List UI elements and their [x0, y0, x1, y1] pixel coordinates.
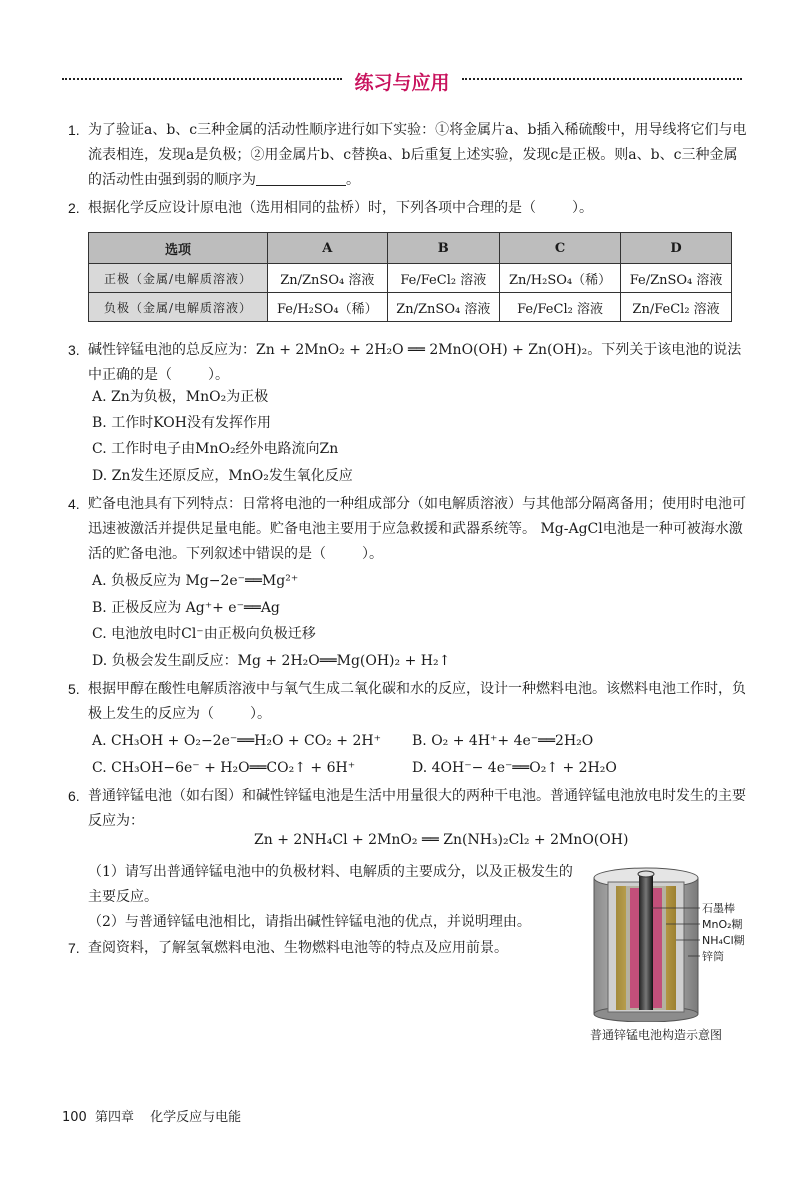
graphite-rod	[639, 874, 653, 1010]
question-number: 1.	[68, 122, 80, 138]
chapter-title: 化学反应与电能	[150, 1110, 242, 1125]
figure-caption: 普通锌锰电池构造示意图	[590, 1028, 723, 1042]
table-header-row	[89, 233, 732, 264]
question-6	[68, 784, 748, 834]
question-text: 为了验证a、b、c三种金属的活动性顺序进行如下实验：①将金属片a、b插入稀硫酸中，用导线将它们与电流表相连，发现a是负极；②用金属片b、c替换a、b后重复上述实验，发现c是正极。则a、b、c三种金属的活动性由强到弱的顺序为	[88, 122, 747, 188]
question-text: 普通锌锰电池（如右图）和碱性锌锰电池是生活中用量很大的两种干电池。普通锌锰电池放电时发生的主要反应为：	[88, 788, 746, 829]
table-cell: Fe/ZnSO₄ 溶液	[621, 264, 732, 293]
question-number: 3.	[68, 342, 80, 358]
question-number: 7.	[68, 940, 80, 956]
table-cell: Zn/H₂SO₄（稀）	[499, 264, 620, 293]
option-b[interactable]: B. 正极反应为 Ag⁺+ e⁻══Ag	[92, 600, 280, 616]
question-number: 4.	[68, 496, 80, 512]
table-cell: Zn/ZnSO₄ 溶液	[387, 293, 499, 322]
option-d[interactable]: D. Zn发生还原反应，MnO₂发生氧化反应	[92, 468, 353, 484]
option-d[interactable]: D. 负极会发生副反应：Mg + 2H₂O══Mg(OH)₂ + H₂↑	[92, 653, 451, 669]
right-dotted-rule	[462, 78, 742, 84]
sub-question-text: （2）与普通锌锰电池相比，请指出碱性锌锰电池的优点，并说明理由。	[88, 914, 531, 930]
question-7	[68, 936, 568, 961]
question-number: 2.	[68, 200, 80, 216]
table-row	[89, 264, 732, 293]
row-label: 负极（金属/电解质溶液）	[89, 293, 268, 322]
question-3	[68, 338, 748, 388]
question-1	[68, 118, 748, 193]
table-header: 选项	[89, 233, 268, 264]
question-4	[68, 492, 748, 567]
option-c[interactable]: C. 电池放电时Cl⁻由正极向负极迁移	[92, 626, 316, 642]
row-label: 正极（金属/电解质溶液）	[89, 264, 268, 293]
question-number: 6.	[68, 788, 80, 804]
option-a[interactable]: A. 负极反应为 Mg−2e⁻══Mg²⁺	[92, 573, 299, 589]
option-a[interactable]: A. CH₃OH + O₂−2e⁻══H₂O + CO₂ + 2H⁺	[92, 733, 381, 749]
section-header	[62, 68, 742, 96]
question-end: ）。	[250, 706, 271, 722]
table-header: A	[268, 233, 388, 264]
rod-cap	[638, 871, 654, 877]
table-cell: Fe/H₂SO₄（稀）	[268, 293, 388, 322]
table-header: B	[387, 233, 499, 264]
table-cell: Zn/ZnSO₄ 溶液	[268, 264, 388, 293]
label-graphite-rod: 石墨棒	[702, 902, 735, 915]
answer-blank[interactable]	[256, 170, 346, 186]
options-table	[88, 232, 732, 322]
label-mno2-paste: MnO₂糊	[702, 918, 743, 931]
question-number: 5.	[68, 681, 80, 697]
label-zinc-can: 锌筒	[702, 950, 724, 963]
question-text: 碱性锌锰电池的总反应为：Zn + 2MnO₂ + 2H₂O ══ 2MnO(OH) + Zn(OH)₂。下列关于该电池的说法中正确的是（	[88, 342, 742, 383]
question-end: ）。	[572, 200, 593, 216]
question-end: ）。	[362, 546, 383, 562]
option-d[interactable]: D. 4OH⁻− 4e⁻══O₂↑ + 2H₂O	[412, 760, 617, 776]
question-5	[68, 677, 748, 727]
table-cell: Fe/FeCl₂ 溶液	[387, 264, 499, 293]
question-text: 查阅资料，了解氢氧燃料电池、生物燃料电池等的特点及应用前景。	[88, 940, 508, 956]
section-title: 练习与应用	[354, 72, 450, 94]
option-b[interactable]: B. O₂ + 4H⁺+ 4e⁻══2H₂O	[412, 733, 594, 749]
page-footer	[62, 1106, 241, 1125]
option-c[interactable]: C. 工作时电子由MnO₂经外电路流向Zn	[92, 441, 339, 457]
table-row	[89, 293, 732, 322]
question-text: 根据甲醇在酸性电解质溶液中与氧气生成二氧化碳和水的反应，设计一种燃料电池。该燃料电池工作时，负极上发生的反应为（	[88, 681, 746, 722]
sub-question-1	[88, 860, 584, 910]
sub-question-2	[88, 910, 584, 935]
question-text: 贮备电池具有下列特点：日常将电池的一种组成部分（如电解质溶液）与其他部分隔离备用；使用时电池可迅速被激活并提供足量电能。贮备电池主要用于应急救援和武器系统等。 Mg-AgCl电池是一种可被海水激活的贮备电池。下列叙述中错误的是（	[88, 496, 746, 562]
question-end: ）。	[208, 367, 229, 383]
page-number: 100	[62, 1110, 87, 1125]
table-header: C	[499, 233, 620, 264]
left-dotted-rule	[62, 78, 342, 84]
question-text: 根据化学反应设计原电池（选用相同的盐桥）时，下列各项中合理的是（	[88, 200, 536, 216]
chapter-number: 第四章	[94, 1110, 134, 1125]
question-end: 。	[346, 172, 360, 188]
table-cell: Fe/FeCl₂ 溶液	[499, 293, 620, 322]
label-nh4cl-paste: NH₄Cl糊	[702, 934, 745, 947]
table-header: D	[621, 233, 732, 264]
option-a[interactable]: A. Zn为负极，MnO₂为正极	[92, 389, 269, 405]
sub-question-text: （1）请写出普通锌锰电池中的负极材料、电解质的主要成分，以及正极发生的主要反应。	[88, 864, 573, 905]
option-b[interactable]: B. 工作时KOH没有发挥作用	[92, 415, 271, 431]
reaction-equation: Zn + 2NH₄Cl + 2MnO₂ ══ Zn(NH₃)₂Cl₂ + 2MnO(OH)	[254, 832, 629, 848]
question-2	[68, 196, 748, 221]
option-c[interactable]: C. CH₃OH−6e⁻ + H₂O══CO₂↑ + 6H⁺	[92, 760, 356, 776]
table-cell: Zn/FeCl₂ 溶液	[621, 293, 732, 322]
